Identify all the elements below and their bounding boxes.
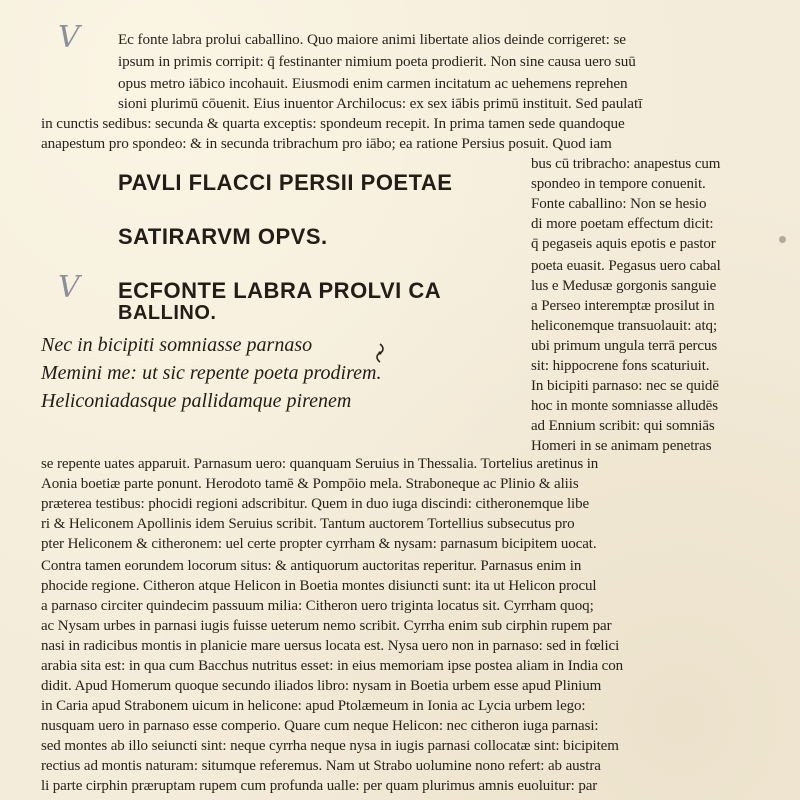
commentary-line: ad Ennium scribit: qui somniās: [531, 418, 715, 434]
commentary-line: li parte cirphin præruptam rupem cum profunda ualle: per quam plurimus amnis euoluitur: par: [41, 778, 598, 794]
work-subtitle: SATIRARVM OPVS.: [118, 224, 328, 249]
commentary-line: heliconemque transuolauit: atq;: [531, 318, 718, 334]
commentary-line: Ec fonte labra prolui caballino. Quo maiore animi libertate alios deinde corrigeret: se: [118, 31, 626, 48]
commentary-line: nasi in radicibus montis in planicie mare uersus locata est. Nysa uero non in parnaso: sed in fœlici: [41, 638, 620, 654]
commentary-line: bus cū tribracho: anapestus cum: [531, 156, 721, 172]
commentary-line: pter Heliconem & citheronem: uel certe propter cyrrham & nysam: parnasum bicipitem uocat.: [41, 536, 597, 552]
commentary-line: Fonte caballino: Non se hesio: [531, 196, 707, 212]
commentary-line: Aonia boetiæ parte ponunt. Herodoto tamē & Pompōio mela. Straboneque ac Plinio & aliis: [41, 476, 579, 492]
commentary-line: in Caria apud Strabonem uicum in helicone: apud Ptolæmeum in Ionia ac Lycia urbem lego:: [41, 698, 586, 714]
commentary-line: poeta euasit. Pegasus uero cabal: [531, 258, 721, 274]
commentary-line: didit. Apud Homerum quoque secundo iliados libro: nysam in Boetia urbem esse apud Plinium: [41, 678, 602, 694]
commentary-line: præterea testibus: phocidi regioni adscribitur. Quem in duo iuga discindi: citheronemque libe: [41, 496, 590, 512]
commentary-line: phocide regione. Citheron atque Helicon in Boetia montes disiuncti sunt: ita ut Helicon procul: [41, 578, 597, 594]
guide-letter-verse: V: [58, 270, 80, 305]
commentary-line: Contra tamen eorundem locorum situs: & antiquorum auctoritas reperitur. Parnasus enim in: [41, 558, 582, 574]
commentary-line: ac Nysam urbes in parnasi iugis fuisse ueterum nemo scribit. Cyrrha enim sub cirphin rupem par: [41, 618, 612, 634]
commentary-line: rectius ad montis naturam: situmque referemus. Nam ut Strabo uolumine nono refert: ab austra: [41, 758, 601, 774]
commentary-line: Homeri in se animam penetras: [531, 438, 712, 454]
commentary-line: In bicipiti parnaso: nec se quidē: [531, 378, 719, 394]
commentary-line: a Perseo interemptæ prosilut in: [531, 298, 715, 314]
commentary-line: se repente uates apparuit. Parnasum uero: quanquam Seruius in Thessalia. Tortelius aretinus in: [41, 456, 599, 472]
commentary-line: q̄ pegaseis aquis epotis e pastor: [531, 236, 716, 252]
fleuron-mark: [371, 342, 389, 364]
commentary-line: ipsum in primis corripit: q̄ festinanter nimium poeta prodierit. Non sine causa uero suū: [118, 53, 636, 70]
verse-line: Nec in bicipiti somniasse parnaso: [41, 334, 313, 356]
commentary-line: ubi primum ungula terrā percus: [531, 338, 718, 354]
work-title: PAVLI FLACCI PERSII POETAE: [118, 170, 453, 195]
commentary-line: sed montes ab illo seiuncti sint: neque cyrrha neque nysa in iugis parnasi collocatæ sint: bicipitem: [41, 738, 619, 754]
verse-line: Heliconiadasque pallidamque pirenem: [41, 390, 352, 412]
commentary-line: sioni plurimū cōuenit. Eius inuentor Archilocus: ex sex iābis primū instituit. Sed paulatī: [118, 95, 643, 112]
commentary-line: hoc in monte somniasse alludēs: [531, 398, 718, 414]
commentary-line: anapestum pro spondeo: & in secunda tribrachum pro iābo; ea ratione Persius posuit. Quod iam: [41, 135, 612, 152]
commentary-line: spondeo in tempore conuenit.: [531, 176, 706, 192]
commentary-line: a parnaso circiter quindecim passuum milia: Citheron uero triginta locatus sit. Cyrrham quoq;: [41, 598, 594, 614]
commentary-line: arabia sita est: in qua cum Bacchus nutritus esset: in eius memoriam ipse postea aliam in India con: [41, 658, 624, 674]
ink-blot: [779, 236, 786, 243]
commentary-line: di more poetam effectum dicit:: [531, 216, 714, 232]
commentary-line: opus metro iābico incohauit. Eiusmodi enim carmen incitatum ac uehemens reprehen: [118, 75, 628, 92]
commentary-line: in cunctis sedibus: secunda & quarta exceptis: spondeum recepit. In prima tamen sede quandoque: [41, 115, 625, 132]
commentary-line: ri & Heliconem Apollinis idem Seruius scribit. Tantum auctorem Tortellius subsecutus pro: [41, 516, 575, 532]
guide-letter-top: V: [58, 20, 80, 55]
commentary-line: nusquam uero in parnaso esse comperio. Quare cum neque Helicon: nec citheron iuga parnasi:: [41, 718, 599, 734]
commentary-line: lus e Medusæ gorgonis sanguie: [531, 278, 717, 294]
commentary-line: sit: hippocrene fons scaturiuit.: [531, 358, 710, 374]
verse-heading-cont: BALLINO.: [118, 302, 217, 324]
verse-line: Memini me: ut sic repente poeta prodirem.: [41, 362, 382, 384]
verse-heading: ECFONTE LABRA PROLVI CA: [118, 278, 442, 303]
